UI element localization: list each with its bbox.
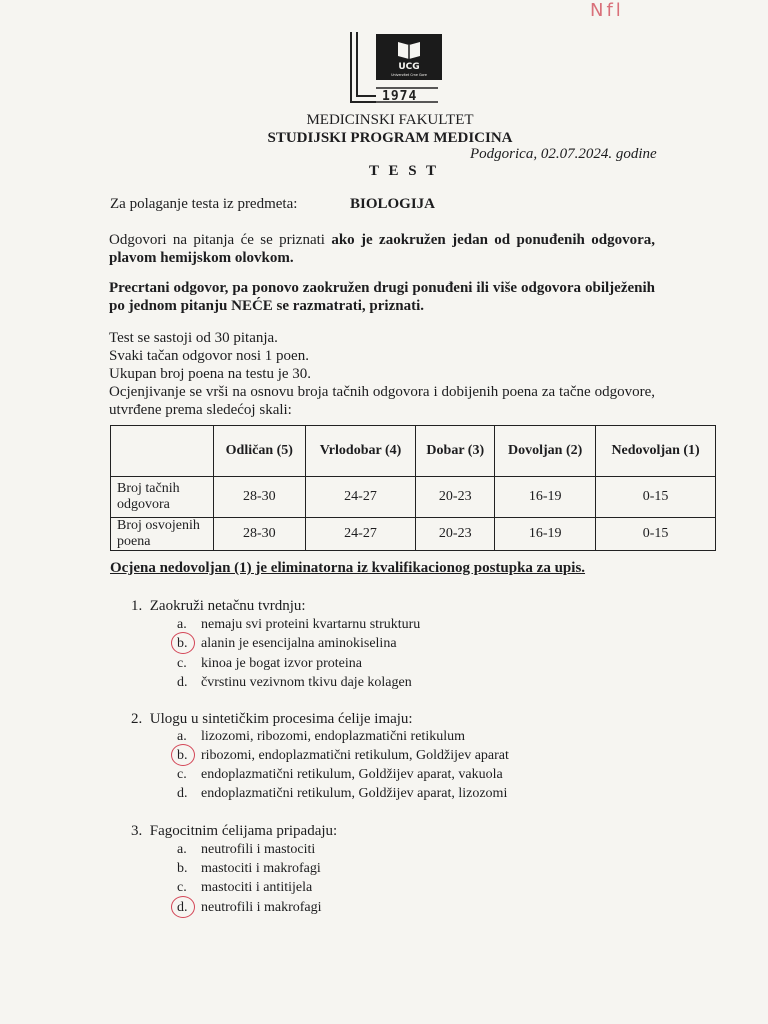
question-text: Ulogu u sintetičkim procesima ćelije imaju: — [149, 711, 413, 727]
grade-scale-table — [110, 425, 716, 551]
option-text: čvrstinu vezivnom tkivu daje kolagen — [201, 675, 412, 690]
option-text: neutrofili i makrofagi — [201, 900, 322, 915]
table-cell: 28-30 — [214, 477, 306, 518]
scoring-line: Ocjenjivanje se vrši na osnovu broja tačnih odgovora i dobijenih poena za tačne odgovore, utvrđene prema sledećoj skali: — [109, 384, 655, 418]
answer-option[interactable] — [177, 900, 322, 916]
table-row — [111, 477, 716, 518]
option-letter: d. — [177, 786, 188, 801]
table-header-cell: Odličan (5) — [214, 426, 306, 477]
option-letter: b. — [177, 748, 201, 764]
question-text: Zaokruži netačnu tvrdnju: — [149, 598, 306, 614]
table-cell: 24-27 — [305, 518, 416, 551]
option-text: endoplazmatični retikulum, Goldžijev aparat, vakuola — [201, 767, 503, 782]
answer-option[interactable] — [177, 617, 420, 633]
instruction-1-normal: Odgovori na pitanja će se priznati — [109, 232, 332, 248]
corner-mark: Nfl — [590, 0, 624, 21]
answer-option[interactable] — [177, 636, 397, 652]
document-date: Podgorica, 02.07.2024. godine — [470, 146, 657, 162]
answer-mark-circle — [171, 632, 195, 654]
answer-mark-circle — [171, 744, 195, 766]
option-letter: b. — [177, 636, 201, 652]
scoring-line: Ukupan broj poena na testu je 30. — [109, 366, 312, 382]
elimination-note: Ocjena nedovoljan (1) je eliminatorna iz kvalifikacionog postupka za upis. — [110, 560, 586, 576]
answer-option[interactable] — [177, 861, 321, 877]
option-text: mastociti i makrofagi — [201, 861, 321, 876]
logo-year: 1974 — [382, 89, 418, 104]
table-cell: 16-19 — [495, 477, 596, 518]
table-header-cell: Dovoljan (2) — [495, 426, 596, 477]
faculty-name: MEDICINSKI FAKULTET — [306, 112, 474, 128]
table-cell: 20-23 — [416, 477, 495, 518]
instruction-paragraph-1 — [109, 231, 655, 267]
instruction-1-bold: ako je zaokružen jedan od ponuđenih odgovora, plavom hemijskom olovkom. — [109, 232, 655, 266]
scoring-line: Test se sastoji od 30 pitanja. — [109, 330, 278, 346]
table-cell: 16-19 — [495, 518, 596, 551]
question-number: 1. — [131, 598, 143, 614]
table-header-cell: Dobar (3) — [416, 426, 495, 477]
question-text: Fagocitnim ćelijama pripadaju: — [149, 823, 338, 839]
option-letter: c. — [177, 767, 187, 782]
option-text: mastociti i antitijela — [201, 880, 313, 895]
table-header-cell: Nedovoljan (1) — [596, 426, 716, 477]
table-cell: 20-23 — [416, 518, 495, 551]
answer-option[interactable] — [177, 675, 412, 691]
document-title: T E S T — [369, 163, 440, 179]
table-cell: 28-30 — [214, 518, 306, 551]
question-number: 2. — [131, 711, 143, 727]
option-letter: c. — [177, 880, 187, 895]
option-letter: a. — [177, 617, 187, 632]
option-letter: d. — [177, 900, 201, 916]
option-text: kinoa je bogat izvor proteina — [201, 656, 362, 671]
scoring-rules — [109, 329, 655, 419]
logo-subtitle: Univerzitet Crne Gore — [391, 73, 427, 77]
table-row-label: Broj tačnih odgovora — [111, 477, 214, 518]
table-header-cell: Vrlodobar (4) — [305, 426, 416, 477]
table-cell: 0-15 — [596, 477, 716, 518]
option-letter: b. — [177, 861, 188, 876]
answer-option[interactable] — [177, 842, 315, 858]
program-name: STUDIJSKI PROGRAM MEDICINA — [267, 130, 513, 146]
table-cell: 0-15 — [596, 518, 716, 551]
answer-option[interactable] — [177, 786, 507, 802]
answer-option[interactable] — [177, 748, 509, 764]
option-letter: d. — [177, 675, 188, 690]
option-text: ribozomi, endoplazmatični retikulum, Goldžijev aparat — [201, 748, 509, 763]
table-row — [111, 518, 716, 551]
question-1 — [131, 598, 306, 615]
ucg-logo-icon — [348, 30, 450, 104]
table-header-cell — [111, 426, 214, 477]
question-2 — [131, 711, 413, 728]
option-text: neutrofili i mastociti — [201, 842, 316, 857]
option-text: nemaju svi proteini kvartarnu strukturu — [201, 617, 421, 632]
instruction-paragraph-2: Precrtani odgovor, pa ponovo zaokružen drugi ponuđeni ili više odgovora obilježenih po jednom pitanju NEĆE se razmatrati, priznati. — [109, 280, 655, 314]
option-letter: a. — [177, 842, 187, 857]
table-row-label: Broj osvojenih poena — [111, 518, 214, 551]
answer-option[interactable] — [177, 729, 465, 745]
subject-value: BIOLOGIJA — [350, 196, 436, 212]
option-letter: c. — [177, 656, 187, 671]
option-text: endoplazmatični retikulum, Goldžijev aparat, lizozomi — [201, 786, 508, 801]
table-cell: 24-27 — [305, 477, 416, 518]
option-text: lizozomi, ribozomi, endoplazmatični retikulum — [201, 729, 465, 744]
table-header-row — [111, 426, 716, 477]
university-logo — [348, 30, 450, 104]
subject-label: Za polaganje testa iz predmeta: — [110, 196, 298, 212]
answer-option[interactable] — [177, 880, 312, 896]
logo-abbr: UCG — [398, 62, 420, 72]
answer-mark-circle — [171, 896, 195, 918]
answer-option[interactable] — [177, 656, 362, 672]
answer-option[interactable] — [177, 767, 503, 783]
scoring-line: Svaki tačan odgovor nosi 1 poen. — [109, 348, 309, 364]
question-number: 3. — [131, 823, 143, 839]
option-letter: a. — [177, 729, 187, 744]
option-text: alanin je esencijalna aminokiselina — [201, 636, 397, 651]
question-3 — [131, 823, 337, 840]
